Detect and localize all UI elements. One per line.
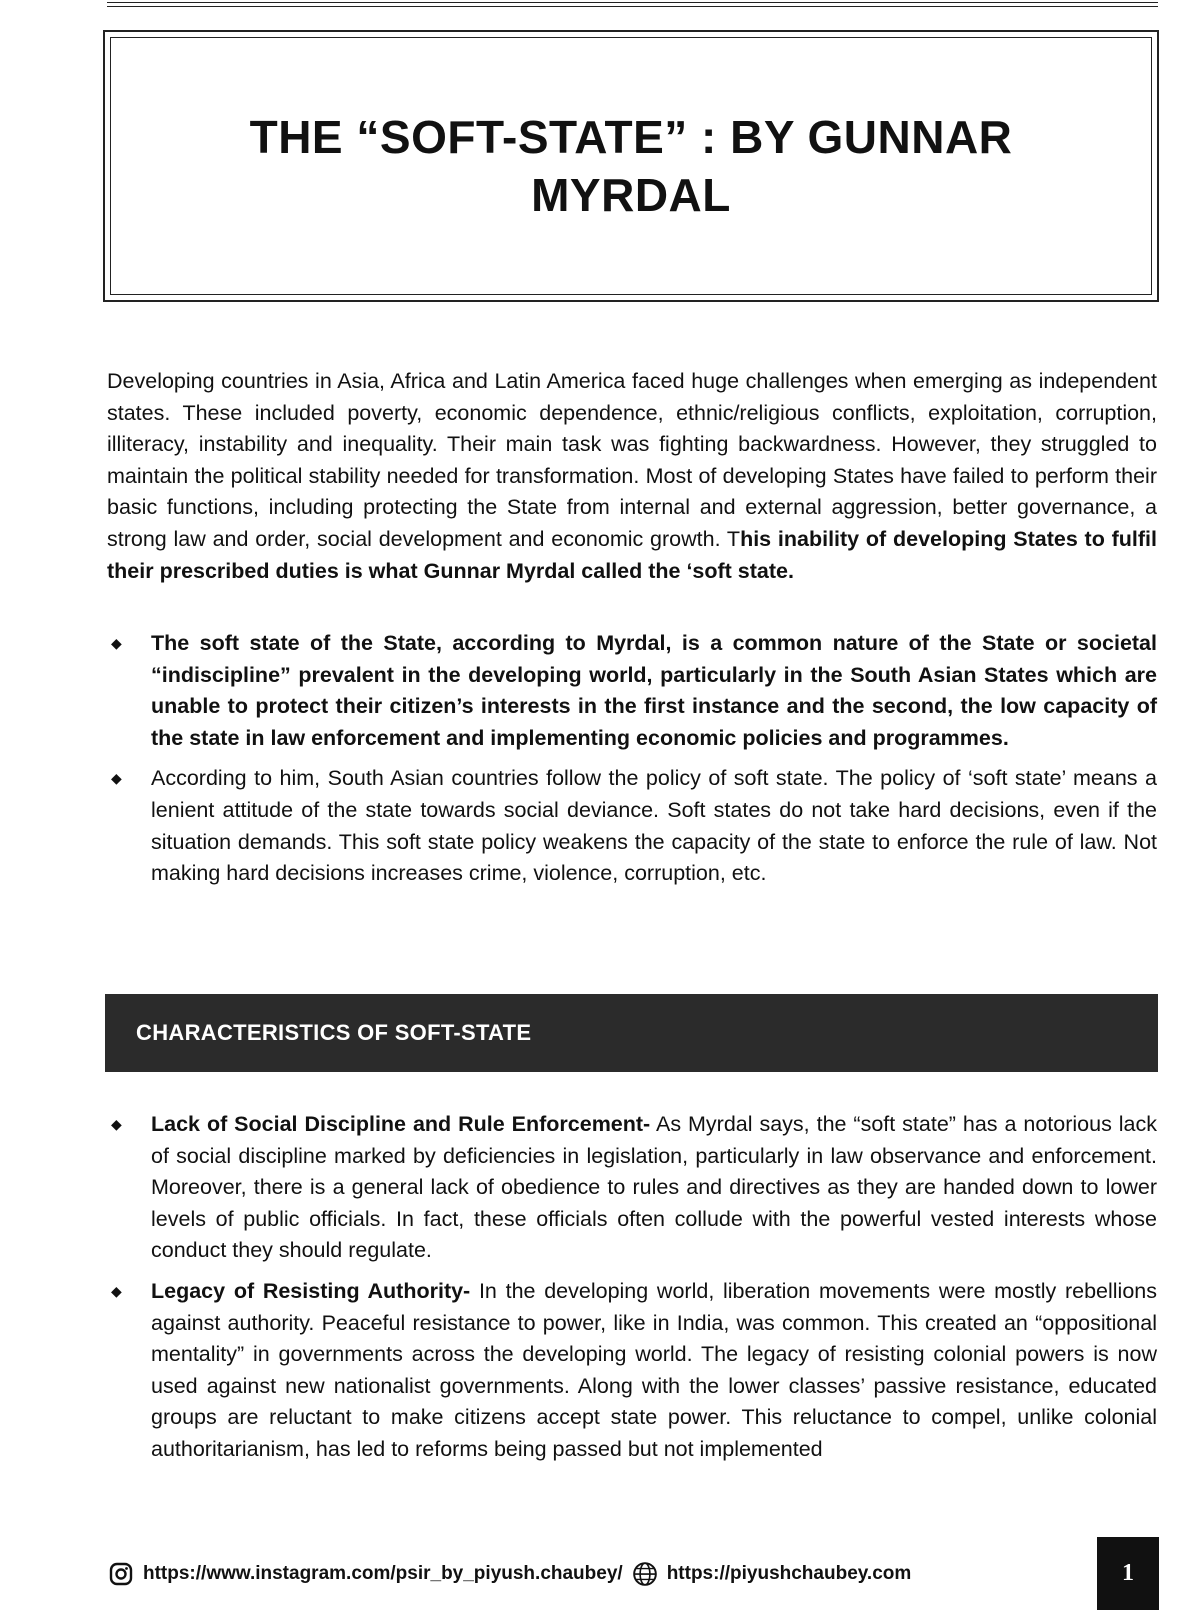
bullet-list-intro	[107, 628, 1157, 899]
diamond-bullet-icon: ◆	[111, 1282, 122, 1299]
intro-bold-text: his inability of developing States to fulfil their prescribed duties is what Gunnar Myrdal called the ‘soft state.	[107, 526, 1157, 583]
website-link[interactable]: https://piyushchaubey.com	[666, 1563, 912, 1584]
section-heading: CHARACTERISTICS OF SOFT-STATE	[136, 1020, 532, 1045]
intro-text: Developing countries in Asia, Africa and Latin America faced huge challenges when emerging as independent states. These included poverty, economic dependence, ethnic/religious conflicts, exploitation, corruption, illiteracy, instability and inequality. Their main task was fighting backwardness. However, they struggled to maintain the political stability needed for transformation. Most of developing States have failed to perform their basic functions, including protecting the State from internal and external aggression, better governance, a strong law and order, social development and economic growth. T	[107, 369, 1157, 551]
intro-paragraph	[107, 366, 1157, 587]
diamond-bullet-icon: ◆	[111, 1116, 122, 1132]
bullet-heading: Lack of Social Discipline and Rule Enforcement-	[151, 1112, 651, 1136]
instagram-icon	[107, 1560, 135, 1588]
bullet-text: In the developing world, liberation movements were mostly rebellions against authority. Peaceful resistance to power, like in India, was common. This created an “oppositional mentality” in governments across the developing world. The legacy of resisting colonial powers is now used against new nationalist governments. Along with the lower classes’ passive resistance, educated groups are reluctant to make citizens accept state power. This reluctance to compel, unlike colonial authoritarianism, has led to reforms being passed but not implemented	[151, 1278, 1157, 1461]
diamond-bullet-icon: ◆	[111, 770, 122, 787]
bullet-list-characteristics	[107, 1109, 1157, 1475]
bullet-text: As Myrdal says, the “soft state” has a notorious lack of social discipline marked by deficiencies in legislation, particularly in law observance and enforcement. Moreover, there is a general lack of obedience to rules and directives as they are handed down to lower levels of public officials. In fact, these officials often collude with the powerful vested interests whose conduct they should regulate.	[151, 1112, 1158, 1263]
top-rule	[107, 2, 1158, 7]
bullet-heading: Legacy of Resisting Authority-	[151, 1278, 471, 1303]
bullet-text: The soft state of the State, according to Myrdal, is a common nature of the State or societal “indiscipline” prevalent in the developing world, particularly in the South Asian States which are unable to protect their citizen’s interests in the first instance and the second, the low capacity of the state in law enforcement and implementing economic policies and programmes.	[151, 631, 1157, 750]
title-box	[103, 30, 1159, 302]
instagram-link[interactable]: https://www.instagram.com/psir_by_piyush.chaubey/	[143, 1563, 623, 1584]
diamond-bullet-icon: ◆	[111, 635, 122, 651]
page-title: THE “SOFT-STATE” : BY GUNNAR MYRDAL	[249, 111, 1013, 221]
list-item	[107, 1109, 1157, 1267]
list-item	[107, 763, 1157, 889]
page-number: 1	[1097, 1537, 1159, 1610]
section-heading-band	[105, 994, 1158, 1072]
list-item	[107, 628, 1157, 754]
list-item	[107, 1276, 1157, 1466]
footer	[107, 1560, 911, 1588]
globe-icon	[631, 1560, 659, 1588]
bullet-text: According to him, South Asian countries follow the policy of soft state. The policy of ‘soft state’ means a lenient attitude of the state towards social deviance. Soft states do not take hard decisions, even if the situation demands. This soft state policy weakens the capacity of the state to enforce the rule of law. Not making hard decisions increases crime, violence, corruption, etc.	[151, 766, 1157, 886]
